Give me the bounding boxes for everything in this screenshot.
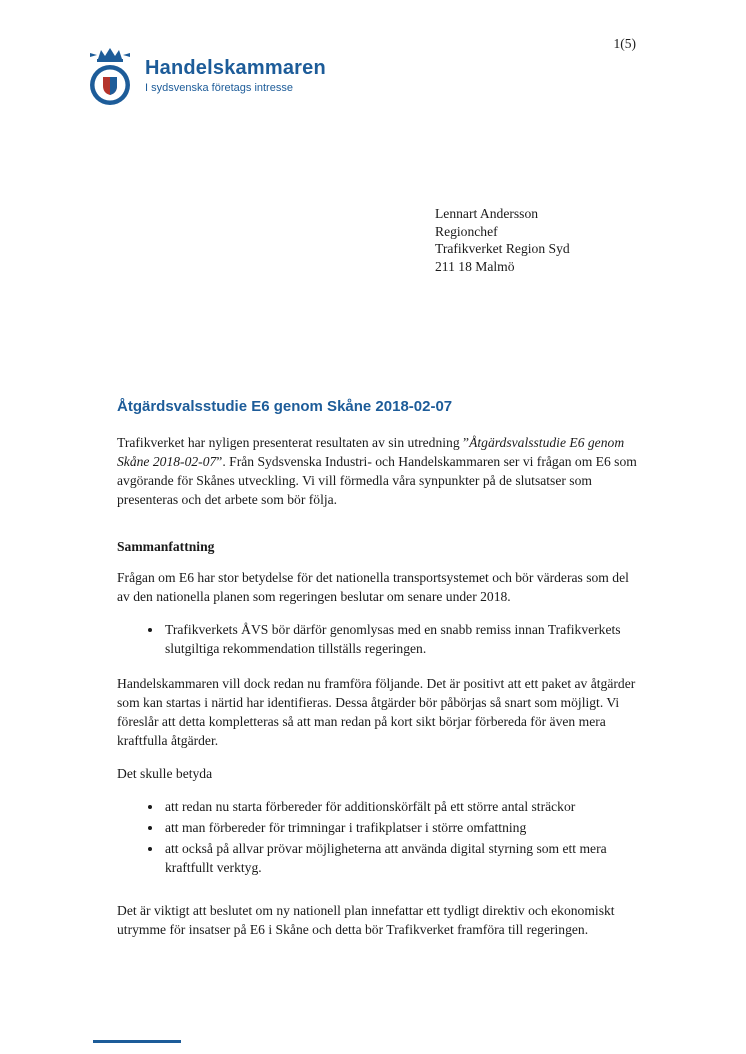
document-body bbox=[117, 398, 644, 953]
intro-text-end: ”. Från Sydsvenska Industri- och Handelskammaren ser vi frågan om E6 som avgörande för Skånes utveckling. Vi vill förmedla våra synpunkter på de slutsatser som presenteras och det arbete som bör följa. bbox=[117, 454, 637, 507]
recipient-address: 211 18 Malmö bbox=[435, 258, 515, 274]
logo-text bbox=[145, 57, 326, 94]
paragraph-closing: Det är viktigt att beslutet om ny nationell plan innefattar ett tydligt direktiv och ekonomiskt utrymme för insatser på E6 i Skåne och detta bör Trafikverket framföra till regeringen. bbox=[117, 903, 615, 937]
paragraph-measures: Handelskammaren vill dock redan nu framföra följande. Det är positivt att ett paket av åtgärder som kan startas i närtid har identifieras. Dessa åtgärder bör påbörjas så snart som möjligt. Vi föreslår att detta kompletteras så att man redan på kort sikt börjar förbereda för även mera kraftfulla åtgärder. bbox=[117, 676, 636, 748]
footer-divider bbox=[93, 1040, 181, 1043]
measures-bullet-list bbox=[117, 797, 644, 877]
handelskammaren-logo bbox=[84, 44, 326, 108]
recipient-organization: Trafikverket Region Syd bbox=[435, 241, 570, 256]
summary-bullet-list bbox=[117, 620, 644, 658]
document-title: Åtgärdsvalsstudie E6 genom Skåne 2018-02-07 bbox=[117, 398, 453, 415]
logo-tagline: I sydsvenska företags intresse bbox=[145, 82, 293, 94]
recipient-block bbox=[435, 205, 570, 275]
summary-heading: Sammanfattning bbox=[117, 539, 215, 554]
summary-paragraph: Frågan om E6 har stor betydelse för det nationella transportsystemet och bör värderas som del av den nationella planen som regeringen beslutar om senare under 2018. bbox=[117, 570, 629, 604]
intro-text-start: Trafikverket har nyligen presenterat resultaten av sin utredning ” bbox=[117, 435, 470, 450]
handelskammaren-crest-icon bbox=[84, 44, 136, 108]
paragraph-intro bbox=[117, 433, 644, 509]
intro-report-title: Åtgärdsvalsstudie E6 genom Skåne 2018-02-07 bbox=[117, 435, 625, 469]
page-number: 1(5) bbox=[613, 36, 636, 51]
recipient-role: Regionchef bbox=[435, 223, 498, 239]
recipient-name: Lennart Andersson bbox=[435, 206, 539, 221]
logo-name: Handelskammaren bbox=[145, 57, 326, 79]
list-item: • att man förbereder för trimningar i trafikplatser i större omfattning bbox=[163, 818, 644, 837]
list-item: • att redan nu starta förbereder för additionskörfält på ett större antal sträckor bbox=[163, 797, 644, 816]
list-item: • Trafikverkets ÅVS bör därför genomlysas med en snabb remiss innan Trafikverkets slutgiltiga rekommendation tillställs regeringen. bbox=[163, 620, 644, 658]
list-item: • att också på allvar prövar möjligheterna att använda digital styrning som ett mera kraftfullt verktyg. bbox=[163, 839, 644, 877]
paragraph-lead-in: Det skulle betyda bbox=[117, 766, 213, 781]
